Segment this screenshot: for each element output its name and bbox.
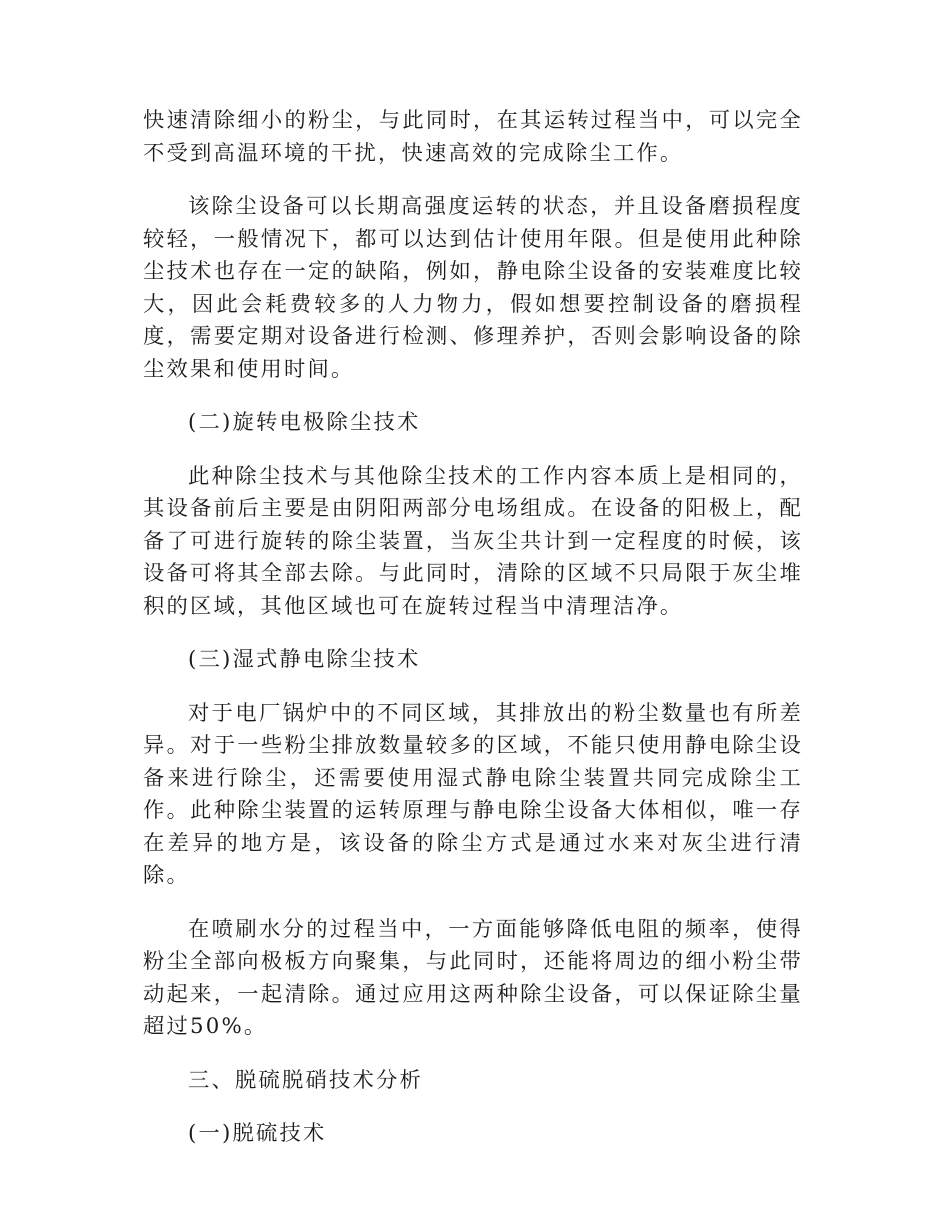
section-heading-desulfurization: (一)脱硫技术 xyxy=(188,1121,327,1146)
paragraph-body: 该除尘设备可以长期高强度运转的状态，并且设备磨损程度较轻，一般情况下，都可以达到估计使用年限。但是使用此种除尘技术也存在一定的缺陷，例如，静电除尘设备的安装难度比较大，因此会耗费较多的人力物力，假如想要控制设备的磨损程度，需要定期对设备进行检测、修理养护，否则会影响设备的除尘效果和使用时间。 xyxy=(143,194,803,382)
paragraph-body: 对于电厂锅炉中的不同区域，其排放出的粉尘数量也有所差异。对于一些粉尘排放数量较多的区域，不能只使用静电除尘设备来进行除尘，还需要使用湿式静电除尘装置共同完成除尘工作。此种除尘装置的运转原理与静电除尘设备大体相似，唯一存在差异的地方是，该设备的除尘方式是通过水来对灰尘进行清除。 xyxy=(143,700,803,888)
paragraph-body: 此种除尘技术与其他除尘技术的工作内容本质上是相同的，其设备前后主要是由阴阳两部分电场组成。在设备的阳极上，配备了可进行旋转的除尘装置，当灰尘共计到一定程度的时候，该设备可将其全部去除。与此同时，清除的区域不只局限于灰尘堆积的区域，其他区域也可在旋转过程当中清理洁净。 xyxy=(143,463,803,619)
section-heading-rotating-electrode: (二)旋转电极除尘技术 xyxy=(188,410,421,435)
paragraph-continuation: 快速清除细小的粉尘，与此同时，在其运转过程当中，可以完全不受到高温环境的干扰，快速高效的完成除尘工作。 xyxy=(143,108,803,166)
paragraph-body: 在喷刷水分的过程当中，一方面能够降低电阻的频率，使得粉尘全部向极板方向聚集，与此同时，还能将周边的细小粉尘带动起来，一起清除。通过应用这两种除尘设备，可以保证除尘量超过50%。 xyxy=(143,916,803,1039)
section-heading-desulfurization-denitrification: 三、脱硫脱硝技术分析 xyxy=(188,1067,423,1093)
document-page xyxy=(143,105,803,1151)
section-heading-wet-electrostatic: (三)湿式静电除尘技术 xyxy=(188,647,421,672)
